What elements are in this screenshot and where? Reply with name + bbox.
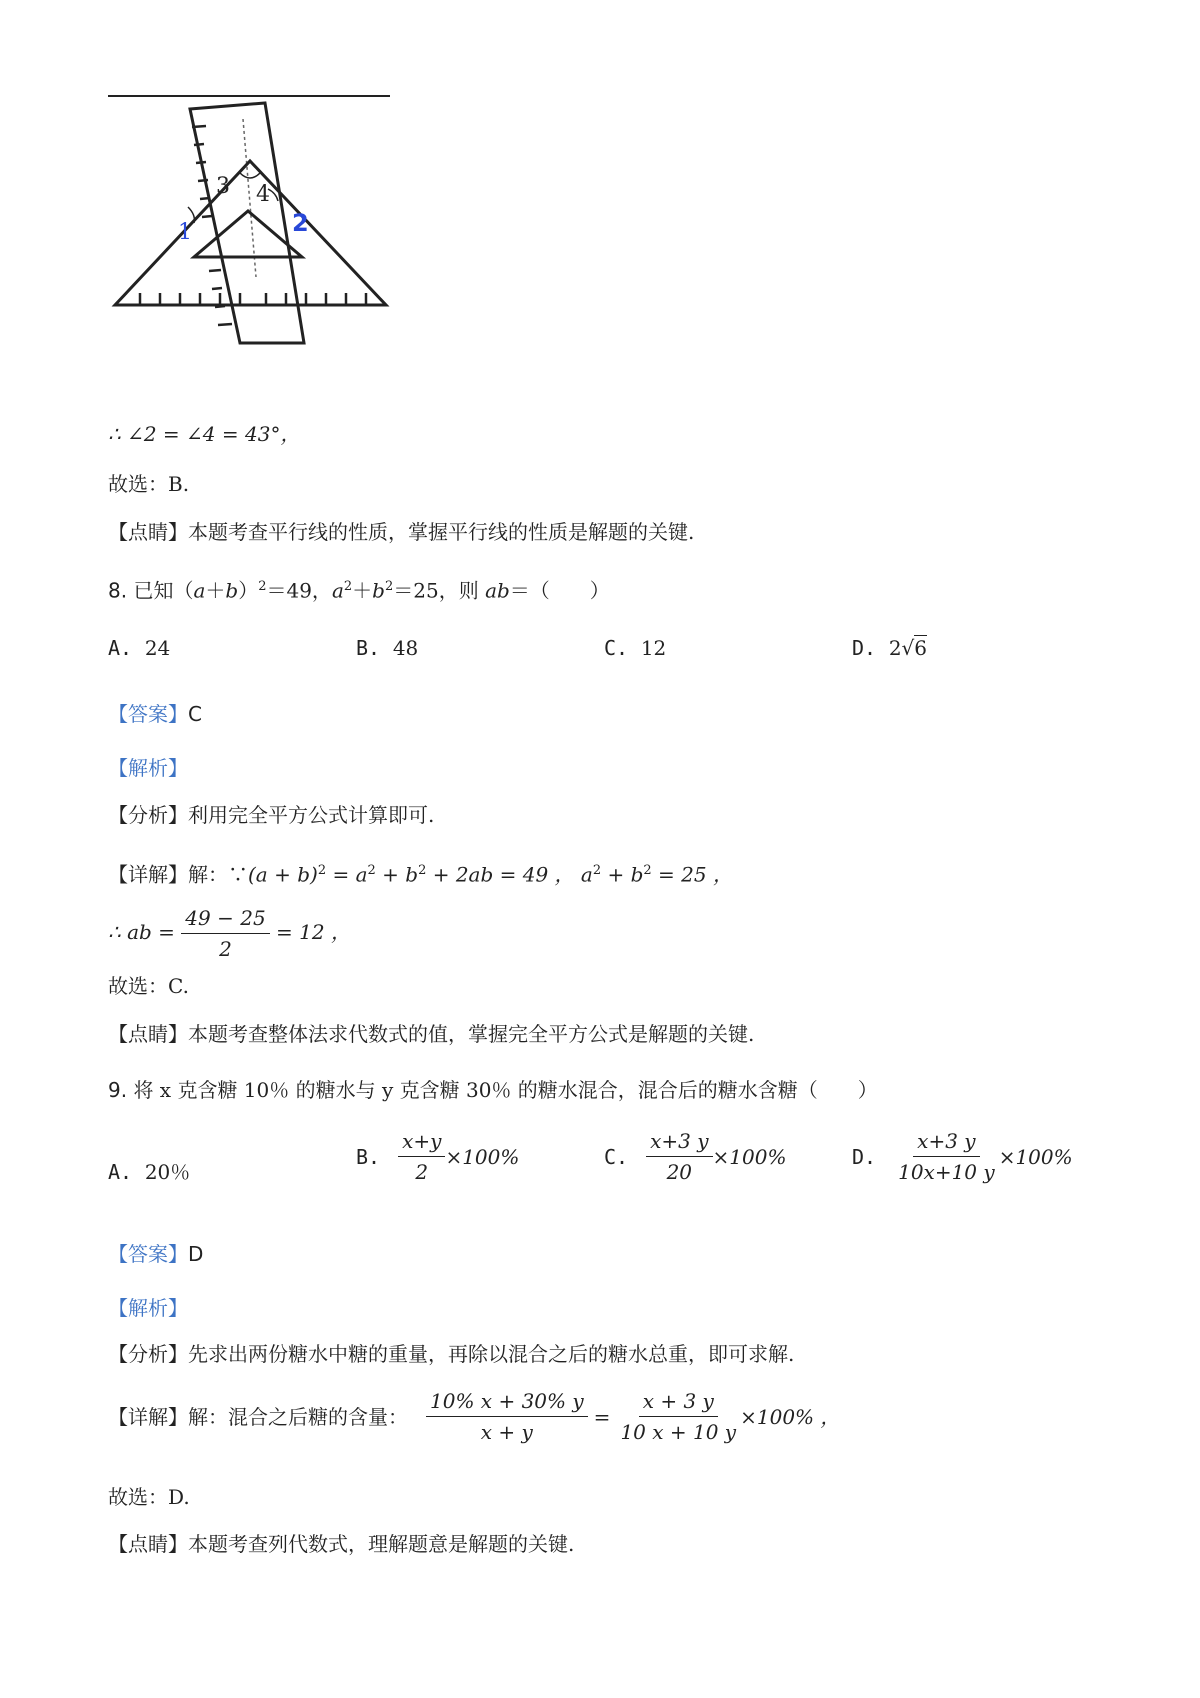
answer-tag: 【答案】 — [108, 702, 188, 726]
set-square-ticks — [140, 293, 366, 305]
dianjing-tag: 【点睛】 — [108, 1022, 188, 1046]
dianjing-text: 本题考查平行线的性质，掌握平行线的性质是解题的关键. — [188, 520, 695, 544]
fenxi-tag: 【分析】 — [108, 803, 188, 827]
fenxi-text: 先求出两份糖水中糖的重量，再除以混合之后的糖水总重，即可求解. — [188, 1342, 795, 1366]
q9-option-d[interactable] — [852, 1128, 1073, 1185]
q8-xiangjie — [108, 857, 733, 889]
q8-dianjing — [108, 1020, 754, 1048]
q8-stem-part: a — [331, 578, 344, 603]
q9-jiexi: 【解析】 — [108, 1296, 188, 1320]
answer-value: D — [188, 1242, 204, 1266]
xiangjie-part: + b — [601, 862, 644, 887]
q8-option-a[interactable] — [108, 636, 170, 660]
frac-den: x + y — [480, 1420, 533, 1444]
q8-option-d[interactable] — [852, 636, 927, 660]
option-value: 20％ — [144, 1160, 191, 1184]
fenxi-text: 利用完全平方公式计算即可. — [188, 803, 435, 827]
q7-therefore: ∴ ∠2 = ∠4 = 43°， — [108, 422, 301, 446]
q9-dianjing — [108, 1530, 574, 1558]
xiangjie-tag: 【详解】 — [108, 862, 188, 887]
angle-label-3: 3 — [216, 174, 230, 199]
q9-fenxi — [108, 1340, 794, 1368]
q8-stem-part: ＋ — [205, 578, 226, 603]
frac-num: 49 − 25 — [181, 905, 269, 934]
dianjing-tag: 【点睛】 — [108, 520, 188, 544]
fraction — [616, 1388, 740, 1445]
ruler-dotted-line — [243, 119, 256, 277]
q8-stem-part: ab — [485, 578, 510, 603]
therefore-part: ∴ ab = — [108, 920, 175, 944]
option-label: B. — [356, 636, 381, 660]
frac-num: x+3 y — [913, 1128, 979, 1157]
xiangjie-sup: 2 — [367, 863, 376, 878]
frac-num: 10% x + 30% y — [426, 1388, 588, 1417]
angle-label-2: 2 — [292, 209, 309, 237]
q8-fenxi — [108, 801, 434, 829]
angle-label-4: 4 — [256, 182, 270, 207]
xiangjie-part: = a — [326, 862, 368, 887]
dianjing-text: 本题考查列代数式，理解题意是解题的关键. — [188, 1532, 575, 1556]
xiangjie-part: = 25 ， — [651, 862, 733, 887]
xiangjie-part: 解：混合之后糖的含量： — [188, 1404, 408, 1429]
option-value: 2 — [888, 636, 902, 660]
xiangjie-sup: 2 — [317, 863, 327, 878]
q9-option-c[interactable] — [604, 1128, 786, 1185]
option-value: 12 — [640, 636, 667, 660]
option-radicand: 6 — [914, 636, 928, 660]
q8-stem-part: ＝（ ） — [509, 578, 610, 603]
xiangjie-part: + b — [375, 862, 419, 887]
xiangjie-part: 解：∵ — [188, 862, 248, 887]
q9-option-b[interactable] — [356, 1128, 519, 1185]
option-label: C. — [604, 1144, 629, 1169]
fraction — [894, 1128, 999, 1185]
q9-xiangjie — [108, 1388, 840, 1445]
q8-therefore — [108, 905, 351, 962]
q8-stem-part: ＝25，则 — [393, 578, 486, 603]
geometry-figure — [108, 97, 398, 347]
q8-jiexi: 【解析】 — [108, 756, 188, 780]
option-tail: ×100% — [998, 1144, 1073, 1169]
frac-den: 10x+10 y — [898, 1160, 995, 1184]
q8-stem-part: ＝49， — [266, 578, 332, 603]
q9-stem-text: 将 x 克含糖 10％ 的糖水与 y 克含糖 30％ 的糖水混合，混合后的糖水含糖（ ） — [133, 1078, 878, 1102]
angle-arc-top — [240, 173, 260, 178]
xiangjie-part: + 2ab = 49 ， a — [426, 862, 593, 887]
fraction — [646, 1128, 712, 1185]
dianjing-text: 本题考查整体法求代数式的值，掌握完全平方公式是解题的关键. — [188, 1022, 755, 1046]
ruler-ticks — [192, 126, 232, 325]
ruler — [190, 103, 304, 343]
q8-answer — [108, 700, 202, 728]
q8-choice: 故选：C. — [108, 974, 189, 998]
option-label: D. — [852, 1144, 877, 1169]
q8-stem-sup: 2 — [343, 579, 353, 594]
q8-option-b[interactable] — [356, 636, 418, 660]
q9-choice: 故选：D. — [108, 1485, 190, 1509]
q9-answer — [108, 1240, 203, 1268]
frac-num: x+3 y — [646, 1128, 712, 1157]
angle-label-1: 1 — [178, 220, 192, 245]
option-label: D. — [852, 636, 877, 660]
option-tail: ×100% — [712, 1144, 787, 1169]
answer-tag: 【答案】 — [108, 1242, 188, 1266]
frac-den: 10 x + 10 y — [620, 1420, 737, 1444]
q8-stem-part: ＋ — [352, 578, 373, 603]
q8-stem-part: a — [193, 578, 206, 603]
xiangjie-sup: 2 — [592, 863, 602, 878]
xiangjie-part: (a + b) — [248, 862, 318, 887]
xiangjie-sup: 2 — [643, 863, 652, 878]
option-label: A. — [108, 636, 133, 660]
therefore-part: = 12 ， — [276, 920, 351, 944]
option-value: 48 — [392, 636, 419, 660]
q8-stem-sup: 2 — [258, 579, 267, 594]
option-label: A. — [108, 1160, 133, 1184]
q8-stem-part: b — [225, 578, 239, 603]
frac-den: 2 — [219, 937, 232, 961]
frac-den: 2 — [415, 1160, 429, 1184]
option-value: 24 — [144, 636, 171, 660]
xiangjie-sup: 2 — [418, 863, 427, 878]
q9-number: 9. — [108, 1078, 128, 1102]
q7-dianjing — [108, 518, 694, 546]
q8-stem — [108, 573, 610, 605]
q8-stem-part: ） — [238, 578, 259, 603]
q8-option-c[interactable] — [604, 636, 666, 660]
sqrt-icon: √ — [901, 636, 915, 660]
frac-num: x + 3 y — [639, 1388, 718, 1417]
fraction — [426, 1388, 588, 1445]
q9-stem — [108, 1076, 878, 1104]
equals: = — [593, 1404, 611, 1429]
q9-option-a[interactable] — [108, 1156, 190, 1185]
frac-num: x+y — [398, 1128, 445, 1157]
fraction — [398, 1128, 445, 1185]
q8-stem-part: b — [372, 578, 385, 603]
fenxi-tag: 【分析】 — [108, 1342, 188, 1366]
xiangjie-tail: ×100% ， — [740, 1404, 841, 1429]
q8-number: 8. — [108, 578, 128, 603]
q8-stem-part: 已知（ — [133, 578, 194, 603]
fraction — [181, 905, 269, 962]
q8-stem-sup: 2 — [384, 579, 394, 594]
xiangjie-tag: 【详解】 — [108, 1404, 188, 1429]
answer-value: C — [188, 702, 202, 726]
option-label: C. — [604, 636, 629, 660]
option-tail: ×100% — [445, 1144, 520, 1169]
frac-den: 20 — [666, 1160, 693, 1184]
q7-choice: 故选：B. — [108, 472, 190, 496]
dianjing-tag: 【点睛】 — [108, 1532, 188, 1556]
option-label: B. — [356, 1144, 381, 1169]
set-square-large — [115, 161, 386, 305]
